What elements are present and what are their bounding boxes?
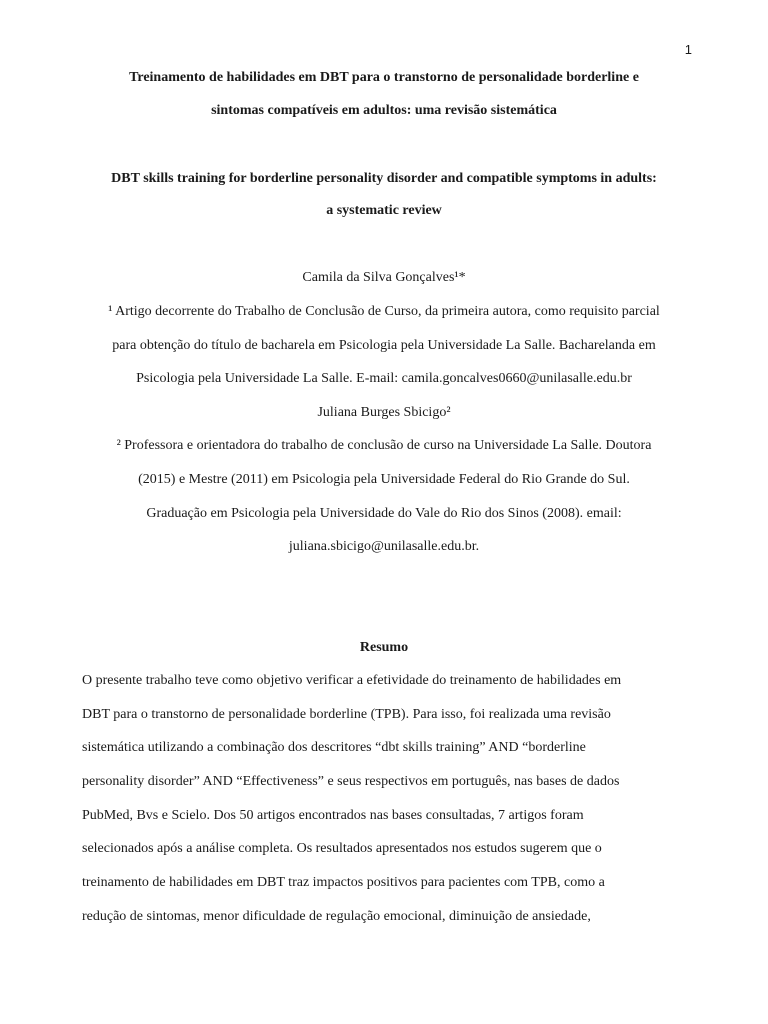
author-2-note-line: (2015) e Mestre (2011) em Psicologia pela Universidade Federal do Rio Grande do Sul. <box>138 472 630 487</box>
author-2-note-line: juliana.sbicigo@unilasalle.edu.br. <box>288 539 480 554</box>
author-1-note-line: ¹ Artigo decorrente do Trabalho de Conclusão de Curso, da primeira autora, como requisito parcial <box>108 304 660 319</box>
abstract-line: selecionados após a análise completa. Os resultados apresentados nos estudos sugerem que o <box>82 841 602 856</box>
abstract-line: personality disorder” AND “Effectiveness” e seus respectivos em português, nas bases de dados <box>82 774 620 789</box>
author-1-name: Camila da Silva Gonçalves¹* <box>302 270 466 285</box>
author-2-name: Juliana Burges Sbicigo² <box>317 405 451 420</box>
author-2-note-line: ² Professora e orientadora do trabalho de conclusão de curso na Universidade La Salle. Doutora <box>116 438 652 453</box>
author-1-note-line: para obtenção do título de bacharela em Psicologia pela Universidade La Salle. Bacharelanda em <box>112 338 656 353</box>
abstract-line: sistemática utilizando a combinação dos descritores “dbt skills training” AND “borderline <box>82 740 586 755</box>
abstract-line: treinamento de habilidades em DBT traz impactos positivos para pacientes com TPB, como a <box>82 875 605 890</box>
title-pt-line-1: Treinamento de habilidades em DBT para o transtorno de personalidade borderline e <box>129 70 639 85</box>
page-number: 1 <box>684 42 692 57</box>
author-1-note-line: Psicologia pela Universidade La Salle. E-mail: camila.goncalves0660@unilasalle.edu.br <box>136 371 632 386</box>
abstract-heading: Resumo <box>359 640 409 655</box>
abstract-line: PubMed, Bvs e Scielo. Dos 50 artigos encontrados nas bases consultadas, 7 artigos foram <box>82 808 584 823</box>
abstract-line: DBT para o transtorno de personalidade borderline (TPB). Para isso, foi realizada uma revisão <box>82 707 611 722</box>
abstract-line: O presente trabalho teve como objetivo verificar a efetividade do treinamento de habilidades em <box>82 673 622 688</box>
author-2-note-line: Graduação em Psicologia pela Universidade do Vale do Rio dos Sinos (2008). email: <box>146 506 622 521</box>
title-en-line-2: a systematic review <box>326 203 442 218</box>
title-en-line-1: DBT skills training for borderline personality disorder and compatible symptoms in adults: <box>111 171 657 186</box>
abstract-line: redução de sintomas, menor dificuldade de regulação emocional, diminuição de ansiedade, <box>82 909 591 924</box>
title-pt-line-2: sintomas compatíveis em adultos: uma revisão sistemática <box>211 103 557 118</box>
